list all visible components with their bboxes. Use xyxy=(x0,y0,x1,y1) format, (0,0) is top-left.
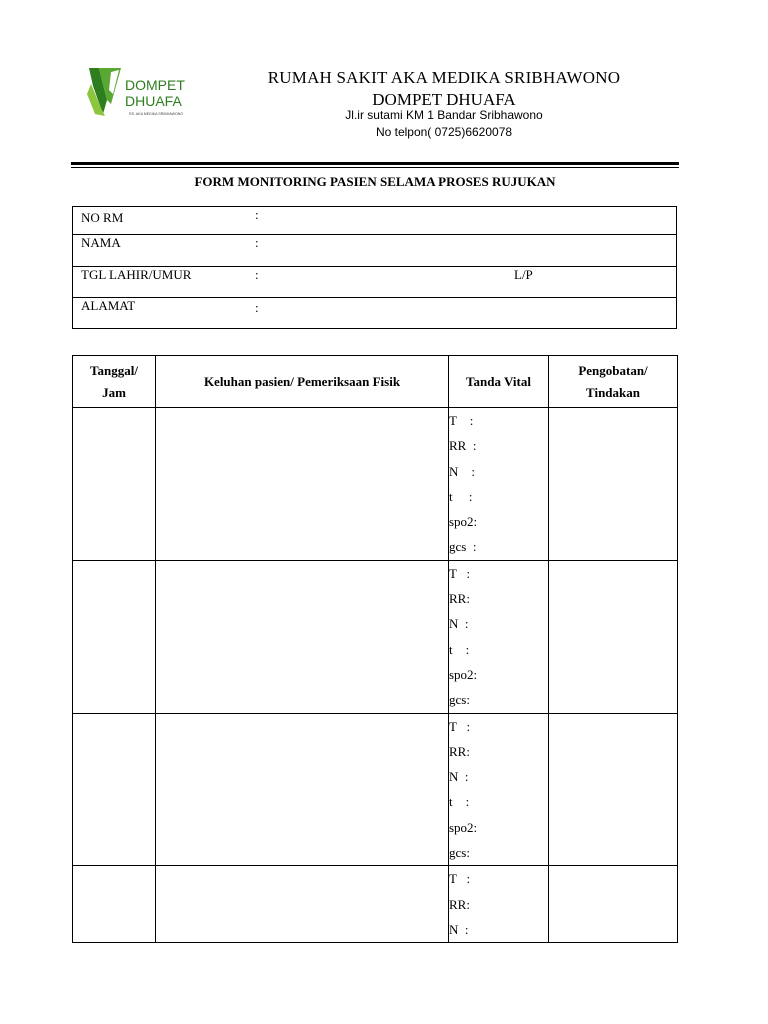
hospital-subtitle: DOMPET DHUAFA xyxy=(372,90,516,109)
vital-rr: RR: xyxy=(449,591,470,607)
date-cell[interactable] xyxy=(73,408,156,561)
identity-row-norm xyxy=(73,207,676,235)
header-date-line1: Tanggal/ xyxy=(90,362,138,378)
vital-t: T : xyxy=(449,871,471,887)
logo-text-line2: DHUAFA xyxy=(125,93,182,109)
vital-gcs: gcs: xyxy=(449,692,470,708)
vital-gcs: gcs: xyxy=(449,845,470,861)
hospital-phone: No telpon( 0725)6620078 xyxy=(375,125,513,139)
vital-spo2: spo2: xyxy=(449,514,478,530)
vital-rr: RR: xyxy=(449,896,470,912)
vital-temp: t : xyxy=(449,641,470,657)
logo-small-text: RS. AKA MEDIKA SRIBHAWONO xyxy=(129,112,184,116)
vital-temp: t : xyxy=(449,488,473,504)
logo-text-line1: DOMPET xyxy=(125,77,185,93)
form-title: FORM MONITORING PASIEN SELAMA PROSES RUJUKAN xyxy=(194,174,556,189)
vital-spo2: spo2: xyxy=(449,819,478,835)
vital-rr: RR: xyxy=(449,743,470,759)
identity-row-nama xyxy=(73,235,676,267)
header-treatment-line1: Pengobatan/ xyxy=(578,362,648,378)
logo-emblem-icon xyxy=(85,64,196,120)
complaint-cell[interactable] xyxy=(156,713,449,866)
table-row xyxy=(73,713,678,866)
hospital-name: RUMAH SAKIT AKA MEDIKA SRIBHAWONO xyxy=(267,68,621,87)
identity-row-alamat xyxy=(73,298,676,329)
header-treatment-line2: Tindakan xyxy=(586,384,640,400)
header-date-time xyxy=(73,356,156,408)
complaint-cell[interactable] xyxy=(156,408,449,561)
vital-temp: t : xyxy=(449,794,470,810)
treatment-cell[interactable] xyxy=(549,408,678,561)
hospital-logo xyxy=(85,64,196,120)
tgl-lahir-label: TGL LAHIR/UMUR xyxy=(81,267,192,282)
alamat-colon[interactable]: : xyxy=(255,300,259,315)
date-cell[interactable] xyxy=(73,866,156,943)
header-treatment xyxy=(549,356,678,408)
vital-spo2: spo2: xyxy=(449,666,478,682)
vitals-cell[interactable] xyxy=(449,408,549,561)
vital-n: N : xyxy=(449,463,475,479)
identity-row-tgl-lahir xyxy=(73,267,676,298)
table-row xyxy=(73,866,678,943)
vitals-cell[interactable] xyxy=(449,713,549,866)
nama-label: NAMA xyxy=(81,235,121,250)
vital-rr: RR : xyxy=(449,438,477,454)
alamat-label: ALAMAT xyxy=(81,298,136,313)
vital-n: N : xyxy=(449,921,469,937)
monitoring-table xyxy=(72,355,678,943)
table-row xyxy=(73,560,678,713)
complaint-cell[interactable] xyxy=(156,560,449,713)
treatment-cell[interactable] xyxy=(549,713,678,866)
header-vitals: Tanda Vital xyxy=(449,356,549,408)
vital-t: T : xyxy=(449,718,471,734)
date-cell[interactable] xyxy=(73,713,156,866)
vital-t: T : xyxy=(449,413,474,428)
norm-label: NO RM xyxy=(81,210,124,225)
header-divider-thin xyxy=(71,167,679,168)
nama-colon[interactable]: : xyxy=(255,235,259,250)
vital-gcs: gcs : xyxy=(449,539,477,555)
treatment-cell[interactable] xyxy=(549,866,678,943)
treatment-cell[interactable] xyxy=(549,560,678,713)
vitals-cell[interactable] xyxy=(449,866,549,943)
table-row xyxy=(73,408,678,561)
patient-identity-box xyxy=(72,206,677,329)
vitals-cell[interactable] xyxy=(449,560,549,713)
header-divider-thick xyxy=(71,162,679,165)
vital-n: N : xyxy=(449,769,469,785)
header-complaint: Keluhan pasien/ Pemeriksaan Fisik xyxy=(156,356,449,408)
tgl-lahir-colon[interactable]: : xyxy=(255,267,259,282)
vital-t: T : xyxy=(449,565,471,581)
vital-n: N : xyxy=(449,616,469,632)
norm-colon[interactable]: : xyxy=(255,207,259,222)
table-header-row xyxy=(73,356,678,408)
gender-label[interactable]: L/P xyxy=(514,267,533,282)
date-cell[interactable] xyxy=(73,560,156,713)
complaint-cell[interactable] xyxy=(156,866,449,943)
header-date-line2: Jam xyxy=(102,384,126,400)
hospital-address: Jl.ir sutami KM 1 Bandar Sribhawono xyxy=(345,108,543,122)
